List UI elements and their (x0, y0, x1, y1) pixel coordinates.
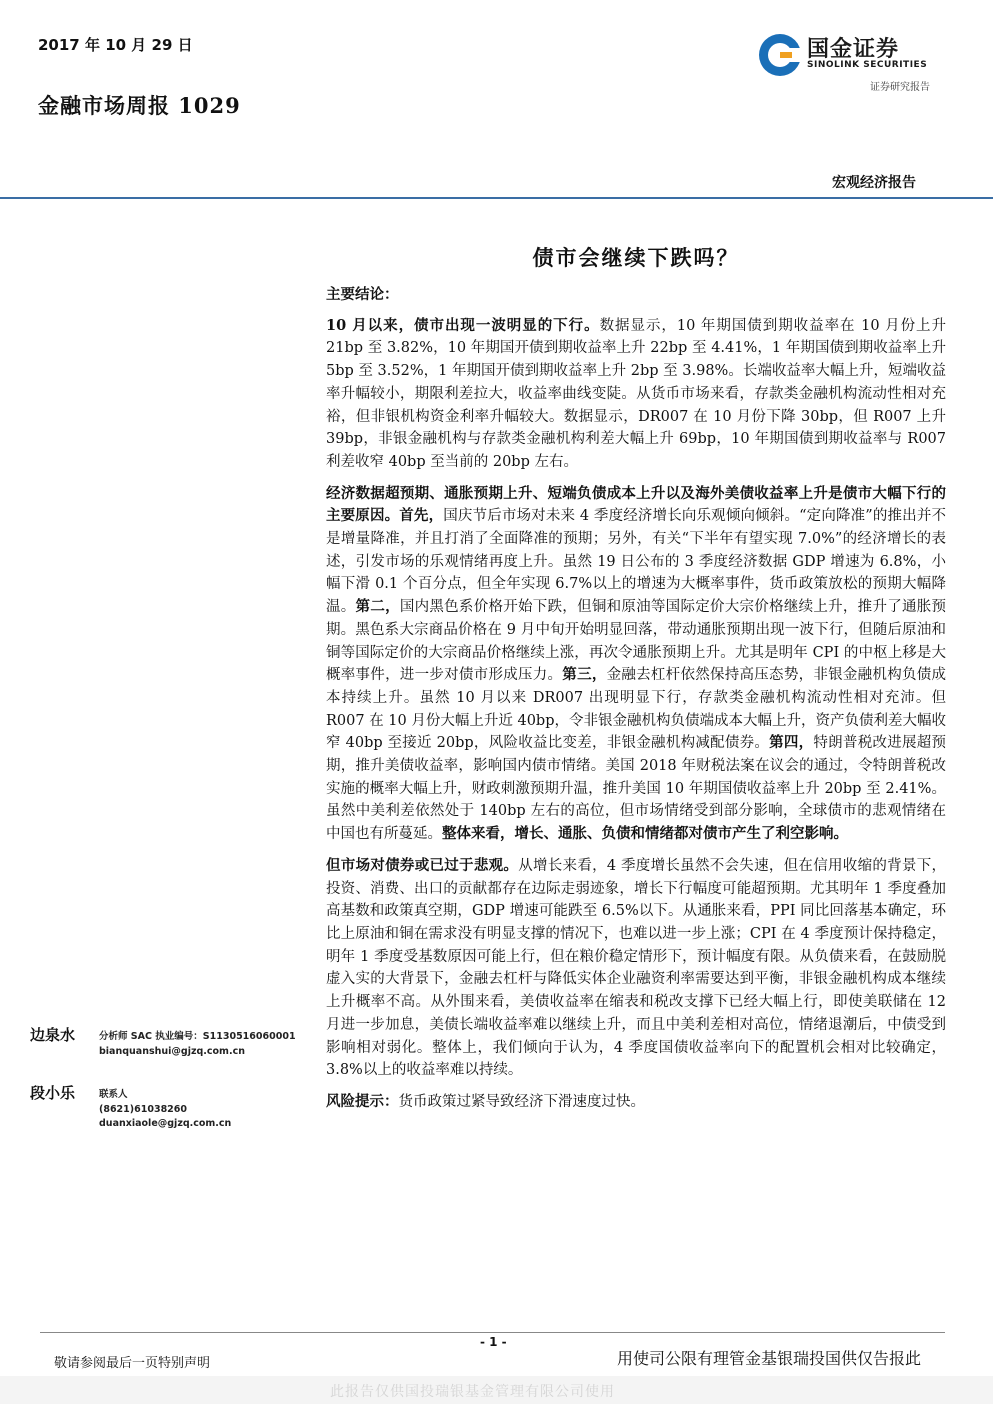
page-number: - 1 - (480, 1335, 507, 1349)
paragraph-2-text-d: 特朗普税改进展超预期，推升美债收益率，影响国内债市情绪。美国 2018 年财税法案在议会的通过，令特朗普税改实施的概率大幅上升，财政刺激预期升温，推升美国 10 年期国债收益率上升 20bp 至 2.41%。虽然中美利差依然处于 140bp 左右的高位，但市场情绪受到部分影响，全球债市的悲观情绪在中国也有所蔓延。 (326, 735, 947, 843)
paragraph-2-second: 第二， (355, 598, 400, 616)
paragraph-2-fourth: 第四， (769, 734, 814, 752)
report-date: 2017 年 10 月 29 日 (38, 36, 193, 54)
footer-divider (40, 1332, 945, 1333)
paragraph-2-text-b: 国内黑色系价格开始下跌，但铜和原油等国际定价大宗价格继续上升，推升了通胀预期。黑色系大宗商品价格在 9 月中旬开始明显回落，带动通胀预期出现一波下行，但随后原油和铜等国际定价的大宗商品价格继续上涨，再次令通胀预期上升。尤其是明年 CPI 的中枢上移是大概率事件，进一步对债市形成压力。 (326, 599, 947, 684)
conclusions-heading: 主要结论： (326, 286, 399, 303)
report-body (326, 284, 946, 1123)
risk-label: 风险提示： (326, 1092, 399, 1110)
logo-mark-icon (757, 32, 803, 78)
paragraph-1 (326, 315, 946, 474)
paragraph-2-third: 第三， (562, 666, 607, 684)
paragraph-2-text-a: 国庆节后市场对未来 4 季度经济增长向乐观倾向倾斜。“定向降准”的推出并不是增量降准，并且打消了全面降准的预期；另外，有关“下半年有望实现 7.0%”的经济增长的表述，引发市场的乐观情绪再度上升。虽然 19 日公布的 3 季度经济数据 GDP 增速为 6.8%，小幅下滑 0.1 个百分点，但全年实现 6.7%以上的增速为大概率事件，货币政策放松的预期大幅降温。 (326, 508, 946, 616)
analyst-entry (30, 1082, 320, 1140)
main-title: 债市会继续下跌吗？ (532, 245, 740, 270)
paragraph-2-text-c: 金融去杠杆依然保持高压态势，非银金融机构负债成本持续上升。虽然 10 月以来 DR007 出现明显下行，存款类金融机构流动性相对充沛。但 R007 在 10 月份大幅上升近 40bp，令非银金融机构负债端成本大幅上升，资产负债利差大幅收窄 40bp 至接近 20bp，风险收益比变差，非银金融机构减配债券。 (326, 667, 947, 752)
paragraph-2 (326, 483, 946, 846)
paragraph-3 (326, 855, 946, 1082)
watermark-band (0, 1376, 993, 1404)
research-report-label: 证券研究报告 (870, 82, 930, 93)
analyst-block (30, 1024, 320, 1140)
risk-warning (326, 1091, 946, 1114)
risk-text: 货币政策过紧导致经济下滑速度过快。 (398, 1093, 645, 1110)
analyst-email[interactable]: duanxiaole@gjzq.com.cn (99, 1118, 232, 1129)
paragraph-1-lead: 10 月以来，债市出现一波明显的下行。 (326, 316, 600, 334)
analyst-info (99, 1030, 296, 1059)
analyst-entry (30, 1024, 320, 1082)
header-divider (0, 197, 993, 199)
report-type: 宏观经济报告 (832, 175, 916, 191)
paragraph-3-lead: 但市场对债券或已过于悲观。 (326, 856, 519, 874)
footer-license-text: 用使司公限有理管金基银瑞投国供仅告报此 (617, 1349, 922, 1368)
analyst-email[interactable]: bianquanshui@gjzq.com.cn (99, 1045, 245, 1057)
paragraph-1-text: 数据显示，10 年期国债到期收益率在 10 月份上升 21bp 至 3.82%，10 年期国开债到期收益率上升 22bp 至 4.41%，1 年期国债到期收益率上升 5bp 至 3.52%，1 年期国开债到期收益率上升 2bp 至 3.98%。长端收益率大幅上升，短端收益率升幅较小，期限利差拉大，收益率曲线变陡。从货币市场来看，存款类金融机构流动性相对充裕，但非银机构资金利率升幅较大。数据显示，DR007 在 10 月份下降 30bp，但 R007 上升 39bp，非银金融机构与存款类金融机构利差大幅上升 69bp，10 年期国债到期收益率与 R007 利差收窄 40bp 至当前的 20bp 左右。 (326, 317, 946, 470)
disclaimer-note: 敬请参阅最后一页特别声明 (54, 1356, 211, 1371)
paragraph-3-text: 从增长来看，4 季度增长虽然不会失速，但在信用收缩的背景下，投资、消费、出口的贡献都存在边际走弱迹象，增长下行幅度可能超预期。尤其明年 1 季度叠加高基数和政策真空期，GDP 增速可能跌至 6.5%以下。从通胀来看，PPI 同比回落基本确定，环比上原油和铜在需求没有明显支撑的情况下，也难以进一步上涨；CPI 在 4 季度预计保持稳定，明年 1 季度受基数原因可能上行，但在粮价稳定情形下，预计幅度有限。从负债来看，在鼓励脱虚入实的大背景下，金融去杠杆与降低实体企业融资利率需要达到平衡，非银金融机构成本继续上升概率不高。从外围来看，美债收益率在缩表和税改支撑下已经大幅上行，即使美联储在 12 月进一步加息，美债长端收益率难以继续上升，而且中美利差相对高位，情绪退潮后，中债受到影响相对弱化。整体上，我们倾向于认为，4 季度国债收益率向下的配置机会相对比较确定，3.8%以上的收益率难以持续。 (326, 857, 946, 1079)
watermark-text: 此报告仅供国投瑞银基金管理有限公司使用 (330, 1384, 615, 1400)
analyst-role: 分析师 SAC 执业编号：S1130516060001 (99, 1031, 296, 1042)
analyst-name: 段小乐 (30, 1084, 76, 1102)
analyst-name: 边泉水 (30, 1026, 76, 1044)
analyst-role: 联系人 (99, 1089, 128, 1100)
logo-english-name: SINOLINK SECURITIES (807, 60, 928, 70)
report-series-title: 金融市场周报 1029 (38, 93, 241, 118)
paragraph-2-summary: 整体来看，增长、通胀、负债和情绪都对债市产生了利空影响。 (442, 825, 848, 843)
company-logo (757, 32, 947, 80)
logo-chinese-name: 国金证券 (807, 37, 900, 62)
paragraph-2-lead: 经济数据超预期、通胀预期上升、短端负债成本上升以及海外美债收益率上升是债市大幅下行的主要原因。首先， (326, 484, 946, 525)
analyst-info (99, 1088, 231, 1132)
analyst-phone: (8621)61038260 (99, 1103, 188, 1115)
